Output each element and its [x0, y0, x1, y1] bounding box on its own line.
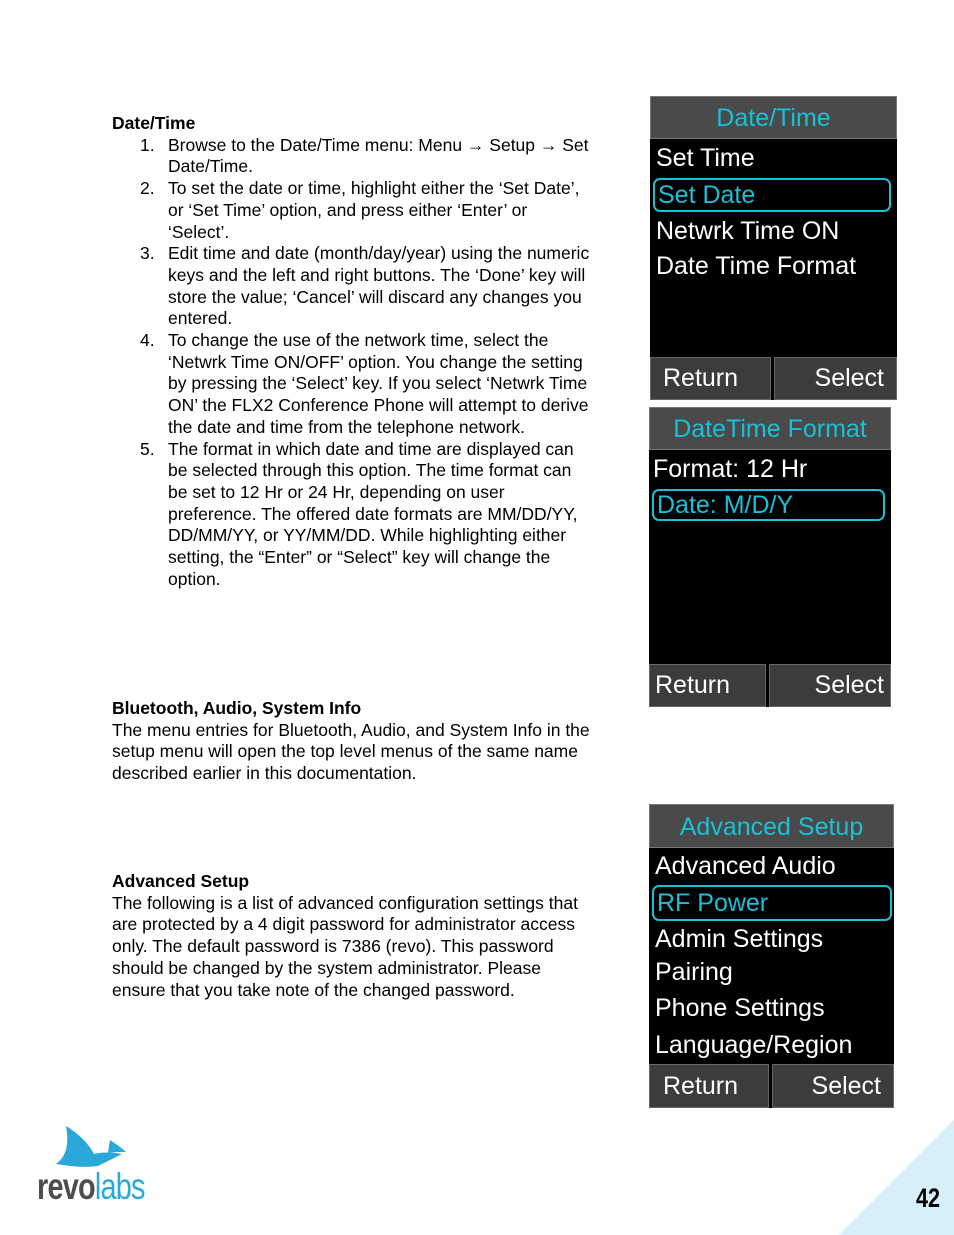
step-text: The format in which date and time are displayed can be selected through this option. The time format can be set to 12 Hr or 24 Hr, depending on user preference. The offered date formats are MM/DD/YY, DD/MM/YY, or YY/MM/DD. While highlighting either setting, the “Enter” or “Select” key will change the option. [168, 438, 578, 589]
return-softkey[interactable]: Return [649, 664, 766, 707]
step-text: To change the use of the network time, select the ‘Netwrk Time ON/OFF’ option. You change the setting by pressing the ‘Select’ key. If you select ‘Netwrk Time ON’ the FLX2 Conference Phone will attempt to derive the date and time from the telephone network. [168, 330, 589, 437]
return-softkey[interactable]: Return [649, 1064, 769, 1108]
select-softkey[interactable]: Select [769, 664, 891, 707]
return-softkey[interactable]: Return [650, 357, 771, 400]
date-time-heading: Date/Time [112, 113, 196, 133]
menu-item-date-time-format[interactable]: Date Time Format [656, 252, 857, 280]
menu-item-time-format[interactable]: Format: 12 Hr [653, 455, 808, 483]
step-number: 2. [140, 178, 155, 199]
datetime-format-screen [649, 407, 891, 707]
list-item [112, 243, 592, 330]
menu-item-advanced-audio[interactable]: Advanced Audio [655, 852, 836, 880]
advanced-setup-section [112, 871, 592, 1001]
menu-item-admin-settings[interactable]: Admin Settings [655, 925, 824, 953]
advanced-setup-text: The following is a list of advanced configuration settings that are protected by a 4 digit password for administrator access only. The default password is 7386 (revo). This password should be changed by the system administrator. Please ensure that you take note of the changed password. [112, 892, 578, 1000]
advanced-setup-screen [649, 804, 894, 1108]
menu-item-language-region[interactable]: Language/Region [655, 1031, 853, 1059]
screen-title: DateTime Format [649, 407, 891, 450]
step-number: 1. [140, 134, 155, 155]
advanced-setup-heading: Advanced Setup [112, 871, 250, 891]
menu-item-rf-power[interactable]: RF Power [652, 885, 892, 921]
bluetooth-heading: Bluetooth, Audio, System Info [112, 698, 362, 718]
menu-item-phone-settings[interactable]: Phone Settings [655, 994, 825, 1022]
bluetooth-section [112, 698, 592, 785]
screen-title: Advanced Setup [649, 804, 894, 848]
menu-item-netwrk-time[interactable]: Netwrk Time ON [656, 217, 840, 245]
page-corner-triangle [839, 1120, 954, 1235]
list-item [112, 135, 592, 178]
list-item [112, 439, 592, 591]
bluetooth-text: The menu entries for Bluetooth, Audio, and System Info in the setup menu will open the top level menus of the same name described earlier in this documentation. [112, 719, 590, 784]
list-item [112, 178, 592, 243]
menu-item-date-format[interactable]: Date: M/D/Y [652, 489, 885, 521]
revolabs-logo [37, 1166, 145, 1208]
logo-revo: revo [37, 1166, 95, 1207]
step-text: To set the date or time, highlight either the ‘Set Date’, or ‘Set Time’ option, and press either ‘Enter’ or ‘Select’. [168, 178, 580, 242]
step-text: Edit time and date (month/day/year) using the numeric keys and the left and right buttons. The ‘Done’ key will store the value; ‘Cancel’ will discard any changes you entered. [168, 243, 590, 329]
date-time-steps [112, 135, 592, 591]
logo-labs: labs [94, 1166, 145, 1207]
list-item [112, 330, 592, 439]
menu-item-pairing[interactable]: Pairing [655, 958, 733, 986]
page-number: 42 [915, 1183, 940, 1213]
menu-item-set-time[interactable]: Set Time [656, 144, 755, 172]
select-softkey[interactable]: Select [772, 1064, 894, 1108]
step-number: 4. [140, 330, 155, 351]
menu-item-set-date[interactable]: Set Date [653, 178, 891, 212]
select-softkey[interactable]: Select [774, 357, 897, 400]
date-time-screen [650, 96, 897, 400]
step-text: Browse to the Date/Time menu: Menu → Setup → Set Date/Time. [168, 134, 589, 177]
date-time-section [112, 113, 592, 590]
step-number: 3. [140, 243, 155, 264]
step-number: 5. [140, 438, 155, 459]
screen-title: Date/Time [650, 96, 897, 139]
